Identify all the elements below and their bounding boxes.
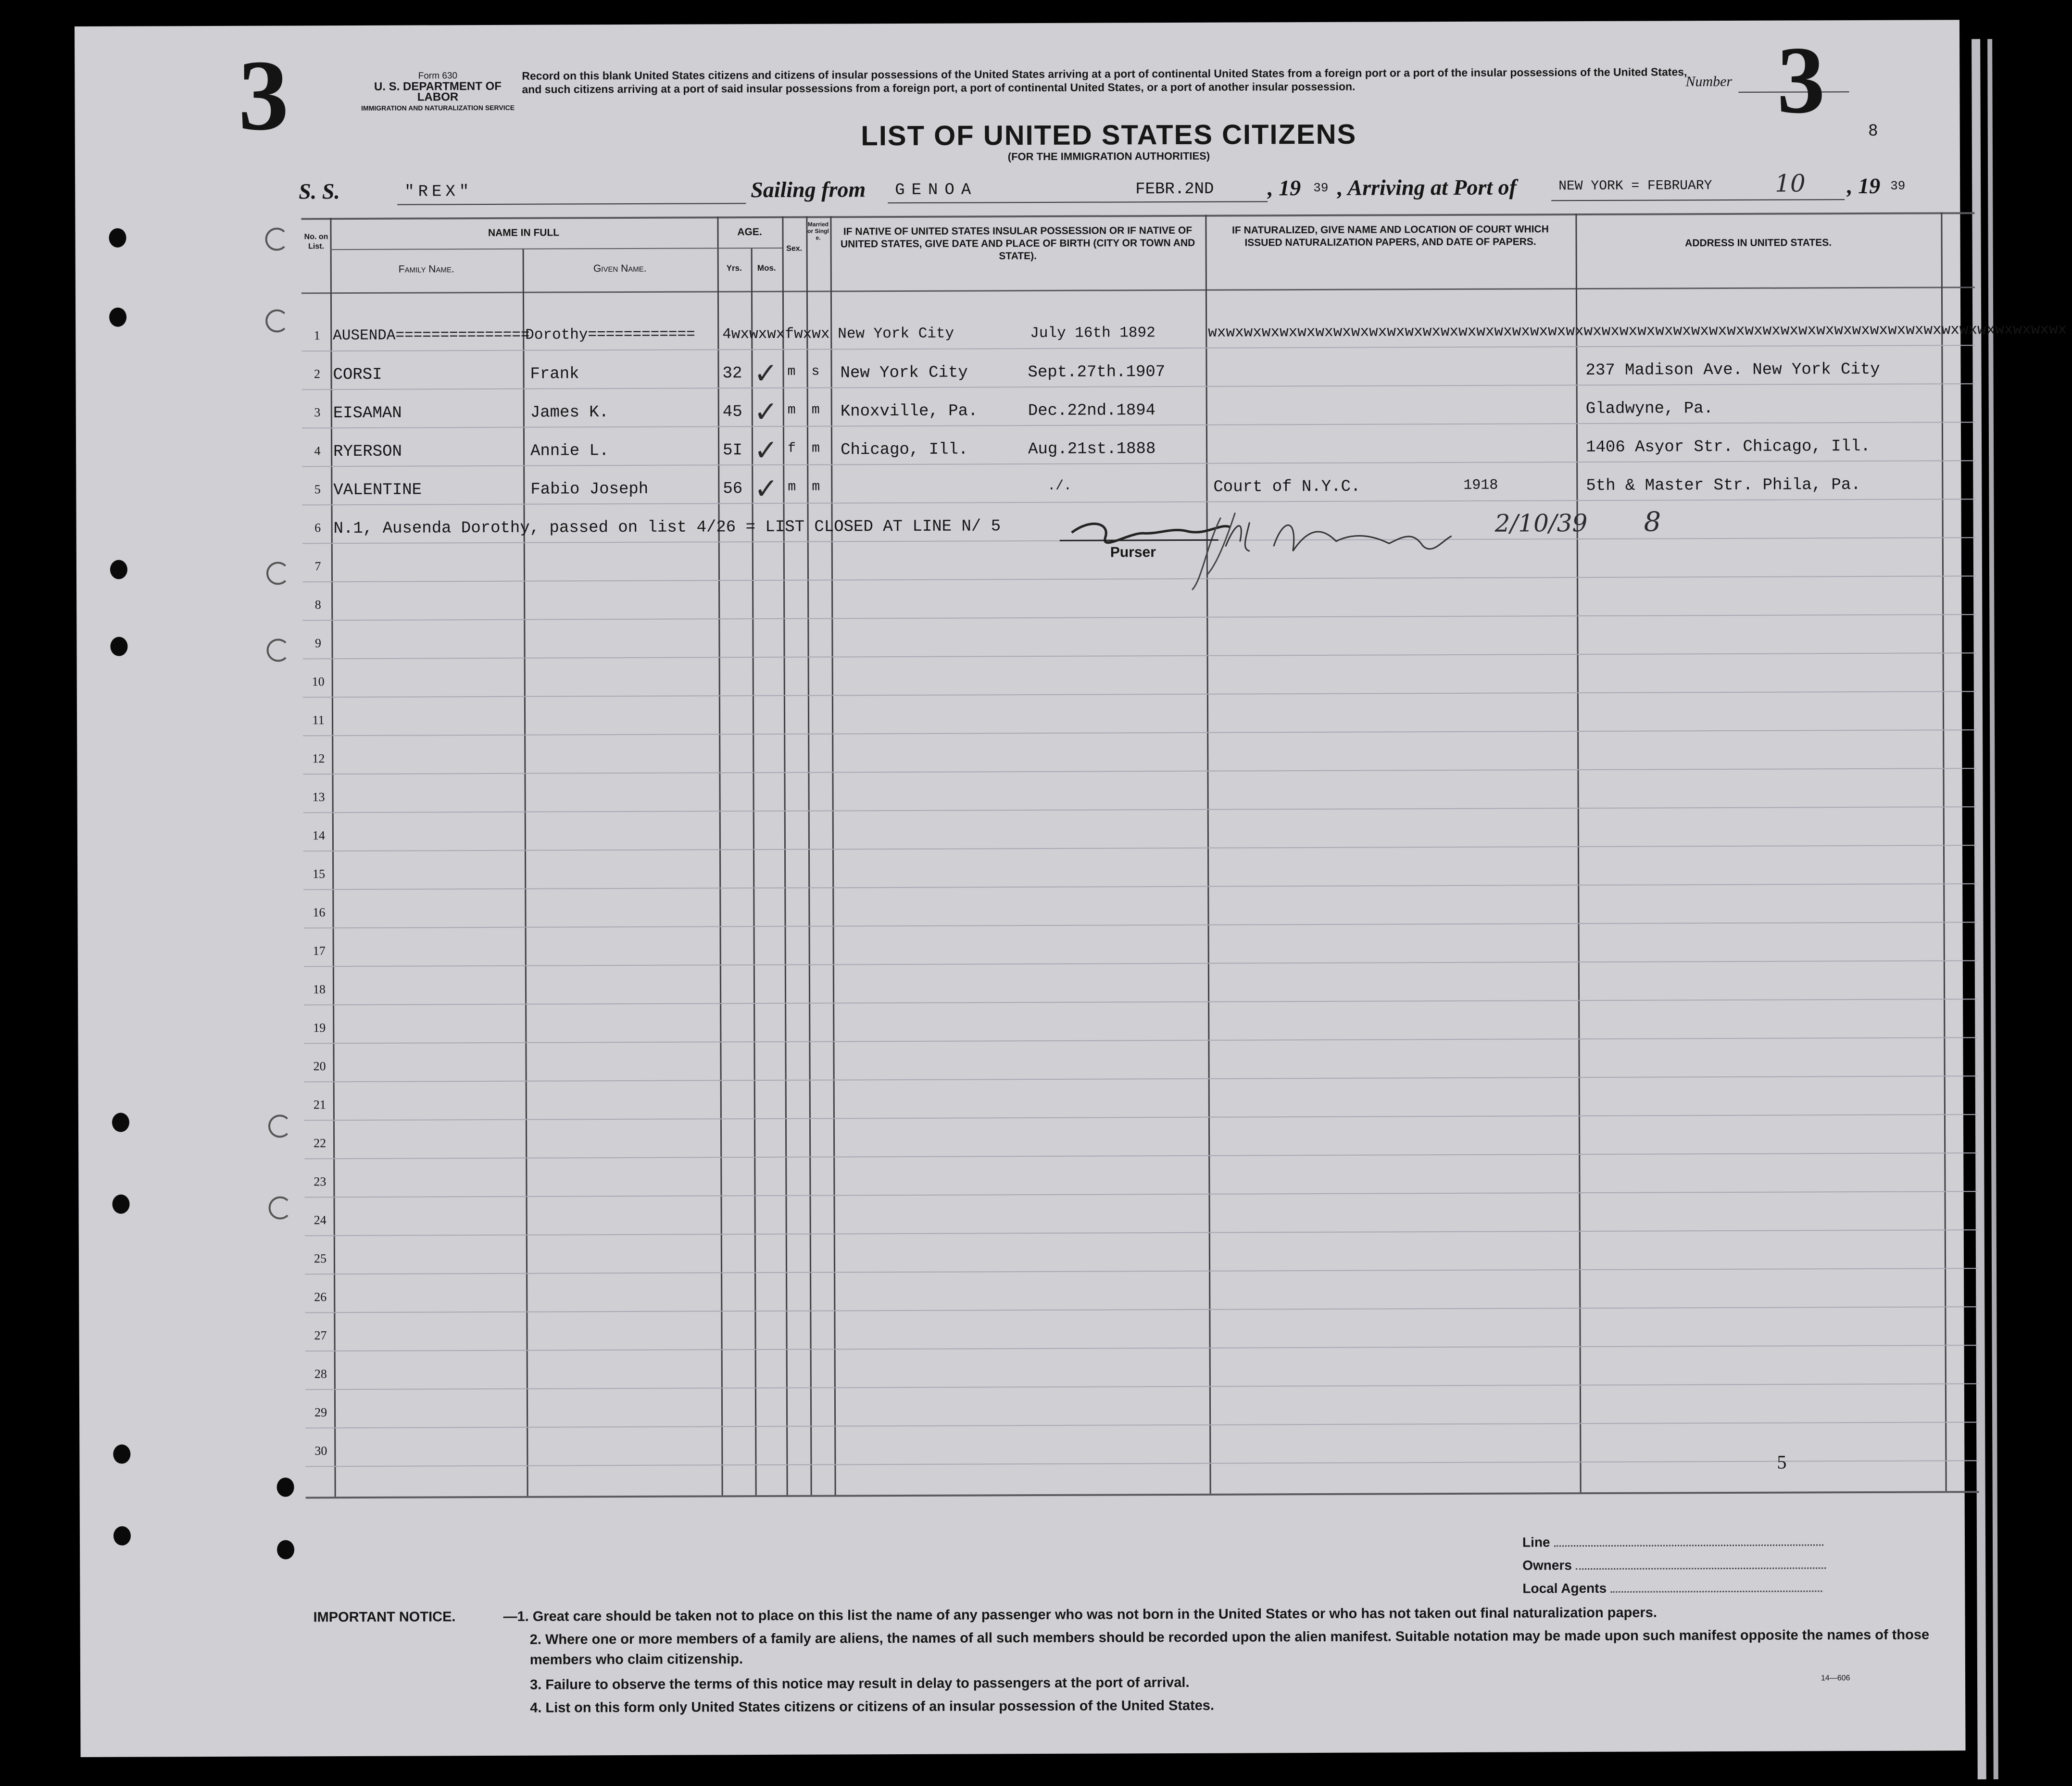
marital-status: m [812,441,820,456]
row-rule [305,1229,1978,1236]
check-mark: ✓ [753,434,779,467]
line-number: 26 [314,1290,327,1304]
agents-field-label: Local Agents [1522,1580,1607,1596]
row-rule [304,960,1977,967]
family-name: RYERSON [333,442,402,462]
line-number: 7 [314,559,321,574]
page-edge [1987,39,1998,1779]
year-prefix: , 19 [1268,175,1301,200]
punch-hole [113,1526,131,1546]
table-bottom-border [306,1491,1979,1499]
row-rule [305,1306,1978,1313]
col-age: AGE. [737,226,762,238]
marital-status: s [811,364,820,379]
birth-date: Dec.22nd.1894 [1028,401,1156,421]
line-number: 30 [314,1444,327,1458]
struck-fill: 4wxwxwxfwxwx [722,325,830,343]
binder-ring [266,638,289,662]
punch-hole [110,560,127,579]
printer-mark: 14—606 [1821,1674,1850,1683]
table-row [333,475,1978,505]
port-from: GENOA [895,181,978,200]
punch-hole [110,637,127,656]
row-rule [304,999,1977,1005]
bottom-page-number: 5 [1777,1451,1787,1473]
notice-label: IMPORTANT NOTICE. [313,1609,456,1625]
row-rule [305,1383,1979,1390]
page-title: LIST OF UNITED STATES CITIZENS [861,118,1357,152]
line-number: 19 [313,1021,326,1035]
punch-hole [277,1477,294,1497]
header-bottom-border [301,287,1975,294]
row-lines [75,20,1959,26]
page-edge [1972,39,1986,1779]
row-rule [304,1114,1978,1121]
struck-family: AUSENDA=============== [333,326,530,345]
line-number: 11 [312,713,325,727]
binder-ring [268,1114,291,1137]
number-label: Number [1685,73,1733,90]
page-subtitle: (FOR THE IMMIGRATION AUTHORITIES) [1007,150,1210,163]
col-mos: Mos. [757,263,776,273]
row-rule [303,729,1976,736]
line-number: 21 [313,1098,326,1112]
family-name: CORSI [333,365,382,385]
given-name: Frank [530,365,579,384]
port-to: NEW YORK = FEBRUARY [1558,178,1712,194]
col-family-name: Family Name. [398,263,454,275]
birth-place: Chicago, Ill. [841,440,968,460]
notice-item: 3. Failure to observe the terms of this notice may result in delay to passengers at the port of arrival. [529,1674,1190,1693]
row-rule [303,768,1976,774]
line-number: 2 [314,367,321,381]
form-number: Form 630 [418,71,458,81]
age-years: 45 [722,403,742,422]
closing-note: N.1, Ausenda Dorothy, passed on list 4/26 = LIST CLOSED AT LINE N/ 5 [333,517,1001,538]
col-birth: IF NATIVE OF UNITED STATES INSULAR POSSESSION OR IF NATIVE OF UNITED STATES, GIVE DATE AND PLACE OF BIRTH (CITY OR TOWN AND STATE). [840,225,1195,262]
form-corner-number: 3 [238,39,289,151]
table-row [333,437,1978,467]
row-rule [304,1075,1978,1082]
department-name: U. S. DEPARTMENT OF LABOR [374,79,502,104]
court: Court of N.Y.C. [1213,477,1361,497]
line-number: 15 [313,867,326,881]
inspection-date: 2/10/39 [1494,509,1588,537]
address: Gladwyne, Pa. [1585,400,1714,419]
col-yrs: Yrs. [726,263,742,273]
year-from: 39 [1313,180,1329,196]
row-rule [304,1037,1977,1044]
arriving-label: , Arriving at Port of [1337,175,1517,200]
line-number: 9 [314,636,322,650]
punch-hole [113,1445,130,1464]
line-number: 24 [314,1213,326,1227]
table-row [333,399,1978,428]
col-naturalized: IF NATURALIZED, GIVE NAME AND LOCATION OF COURT WHICH ISSUED NATURALIZATION PAPERS, AND DATE OF PAPERS. [1232,224,1549,249]
given-name: Annie L. [530,442,609,461]
notice-item: 4. List on this form only United States citizens or citizens of an insular possession of the United States. [530,1698,1215,1716]
col-married: Married or Single. [807,221,829,241]
instruction-text: Record on this blank United States citizens and citizens of insular possessions of the United States arriving at a port of continental United States from a foreign port or a port of the insular possessions of the United States, and such citizens arriving at a port of said insular possessions from a foreign port, a port of continental United States, or a port of another insular possession. [522,65,1687,96]
line-number: 25 [314,1251,326,1266]
birth-date: ./. [1047,478,1072,494]
date-to: 10 [1775,169,1806,198]
line-number: 10 [312,674,325,689]
address: 237 Madison Ave. New York City [1585,360,1880,380]
given-name: Fabio Joseph [530,480,649,499]
sex: m [787,364,796,379]
check-mark: ✓ [754,472,779,505]
line-number: 3 [314,405,321,420]
col-no: No. on List. [304,233,328,251]
row-rule [303,806,1977,813]
voyage-line [299,169,1953,213]
binder-ring [268,1196,291,1219]
struck-birthplace: New York City [838,325,954,343]
row-rule [305,1460,1979,1467]
col-given-name: Given Name. [593,262,647,275]
binder-ring [266,562,289,585]
sex: m [788,479,796,495]
struck-birthdate: July 16th 1892 [1030,325,1155,342]
age-years: 56 [723,480,743,499]
birth-date: Sept.27th.1907 [1028,363,1166,382]
punch-hole [277,1540,294,1559]
line-number: 4 [314,444,321,458]
row-rule [305,1345,1979,1351]
purser-label: Purser [1110,544,1156,561]
line-number: 8 [314,598,321,612]
struck-row [333,321,2067,345]
naturalization-year: 1918 [1463,477,1498,494]
notice-item: 2. Where one or more members of a family are aliens, the names of all such members should be recorded upon the alien manifest. Suitable notation may be made upon such manifest opposite the names of those members who claim citizenship. [529,1627,1930,1668]
line-number: 16 [313,905,326,920]
birth-place: Knoxville, Pa. [840,402,978,421]
line-number: 22 [314,1136,326,1150]
row-rule [303,883,1977,890]
line-number: 1 [314,328,320,343]
given-name: James K. [530,403,609,422]
footer-fields [1522,1530,1826,1600]
table-top-border [301,212,1974,220]
row-rule [305,1422,1979,1428]
line-number: 6 [314,521,321,535]
family-name: EISAMAN [333,404,402,423]
binder-ring [265,227,288,250]
line-number: 12 [312,751,325,766]
address: 5th & Master Str. Phila, Pa. [1586,476,1861,496]
manifest-page [75,20,2067,1757]
line-number: 18 [313,982,326,997]
date-from: FEBR.2ND [1135,180,1214,199]
table-row [333,360,1977,390]
marital-status: m [811,402,820,418]
punch-hole [112,1113,129,1132]
family-name: VALENTINE [333,481,422,500]
service-name: IMMIGRATION AND NATURALIZATION SERVICE [361,103,515,112]
punch-hole [109,228,126,248]
owners-field-label: Owners [1522,1558,1572,1573]
line-number: 5 [314,482,321,497]
notice-item: —1. Great care should be taken not to place on this list the name of any passenger who was not born in the United States or who has not taken out final naturalization papers. [503,1605,1657,1624]
binder-ring [265,309,289,332]
line-number: 27 [314,1328,327,1343]
row-rule [305,1191,1978,1198]
line-number: 29 [314,1405,327,1420]
check-mark: ✓ [753,395,779,428]
row-rule [303,691,1976,698]
department-block [358,71,517,113]
marital-status: m [812,479,820,495]
line-number: 14 [312,828,325,843]
sex: f [788,441,796,456]
row-rule [305,1268,1978,1274]
row-rule [304,1152,1978,1159]
col-name-in-full: NAME IN FULL [488,227,560,239]
line-number: 17 [313,944,326,958]
sailing-label: Sailing from [751,177,866,202]
row-rule [304,922,1977,928]
line-number: 28 [314,1367,327,1381]
row-rule [303,652,1976,659]
punch-hole [112,1195,129,1214]
corner-mark: 8 [1868,121,1878,139]
struck-given: Dorothy============ [525,326,695,344]
sex: m [787,402,796,418]
line-number: 13 [312,790,325,804]
address: 1406 Asyor Str. Chicago, Ill. [1586,437,1871,457]
line-field-label: Line [1522,1535,1550,1550]
year-to: 39 [1890,178,1906,193]
col-sex: Sex. [786,244,803,253]
list-number: 3 [1777,27,1825,134]
line-number: 23 [314,1174,326,1189]
birth-place: New York City [840,363,968,383]
inspection-time: 8 [1644,506,1661,538]
row-rule [303,845,1977,851]
line-number: 20 [313,1059,326,1074]
age-years: 5I [723,441,742,460]
year-to-prefix: , 19 [1847,173,1881,199]
row-rule [301,345,1975,351]
ship-name: "REX" [404,183,473,201]
inspector-signature [1216,502,1523,565]
col-address: ADDRESS IN UNITED STATES. [1685,237,1832,249]
age-years: 32 [722,364,742,383]
check-mark: ✓ [753,357,778,390]
punch-hole [109,308,126,327]
birth-date: Aug.21st.1888 [1028,440,1156,459]
row-rule [302,614,1976,621]
struck-x-fill: wxwxwxwxwxwxwxwxwxwxwxwxwxwxwxwxwxwxwxwxwxwxwxwxwxwxwxwxwxwxwxwxwxwxwxwxwxwxwxwxwxwxwxwxwxwxwxwx [1208,321,2067,341]
ss-label: S. S. [299,179,340,204]
